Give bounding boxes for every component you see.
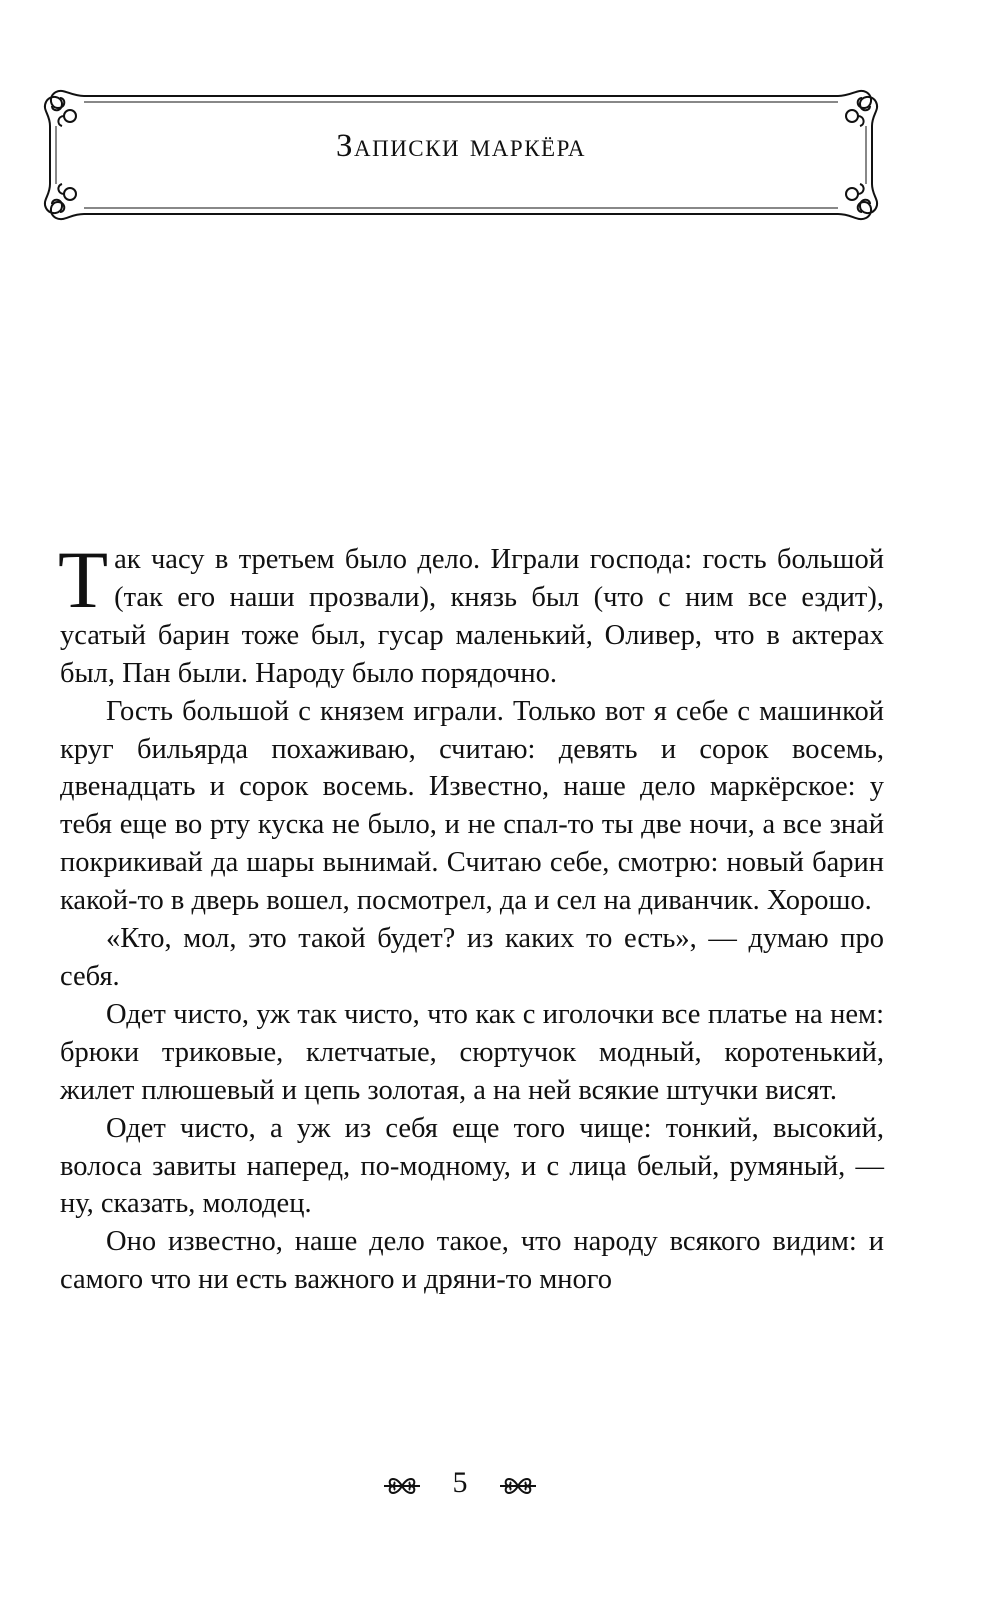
page-number: 5 bbox=[452, 1466, 468, 1499]
paragraph-6: Оно известно, наше дело такое, что народу всякого видим: и самого что ни есть важного и дряни-то много bbox=[60, 1226, 884, 1296]
scroll-ornament-icon bbox=[496, 1472, 540, 1500]
chapter-title: Записки маркёра bbox=[335, 128, 587, 164]
chapter-title-frame bbox=[40, 86, 882, 224]
page-footer bbox=[380, 1466, 540, 1506]
paragraph-4: Одет чисто, уж так чисто, что как с иголочки все платье на нем: брюки триковые, клетчатые, сюртучок модный, коротенький, жилет плюшевый и цепь золотая, а на ней всякие штучки висят. bbox=[60, 998, 884, 1106]
paragraph-5: Одет чисто, а уж из себя еще того чище: тонкий, высокий, волоса завиты наперед, по-модному, и с лица белый, румяный, — ну, сказать, молодец. bbox=[60, 1112, 884, 1220]
paragraph-text: ак часу в третьем было дело. Играли господа: гость большой (так его наши прозвали), князь был (что с ним все ездит), усатый барин тоже был, гусар маленький, Оливер, что в актерах был, Пан были. Народу было порядочно. bbox=[60, 544, 884, 689]
body-text bbox=[58, 534, 884, 1299]
paragraph-3: «Кто, мол, это такой будет? из каких то есть», — думаю про себя. bbox=[60, 923, 884, 992]
paragraph-2: Гость большой с князем играли. Только вот я себе с машинкой круг бильярда похаживаю, считаю: девять и сорок восемь, двенадцать и сорок восемь. Известно, наше дело маркёрское: у тебя еще во рту куска не было, и не спал-то ты две ночи, а все знай покрикивай да шары вынимай. Считаю себе, смотрю: новый барин какой-то в дверь вошел, посмотрел, да и сел на диванчик. Хорошо. bbox=[60, 695, 884, 917]
paragraph-1 bbox=[58, 534, 884, 693]
drop-cap: Т bbox=[58, 534, 109, 625]
